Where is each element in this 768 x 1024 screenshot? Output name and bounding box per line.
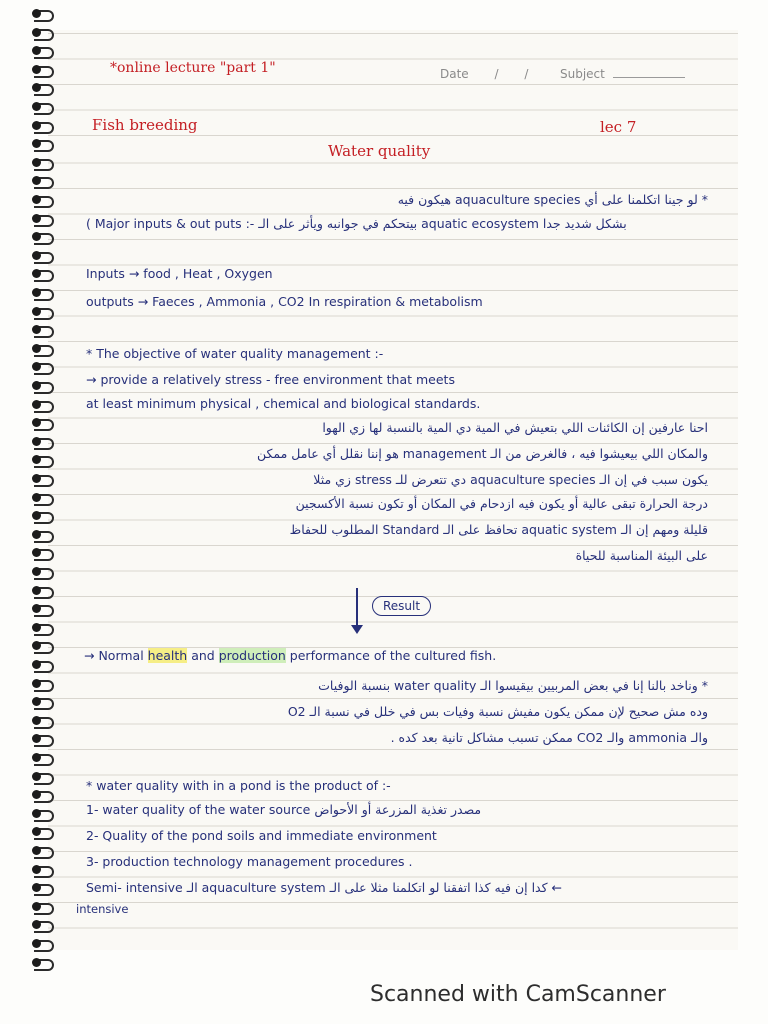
spiral-ring-icon [34, 82, 54, 94]
spiral-ring-icon [34, 138, 54, 150]
subject-label: Subject [560, 67, 605, 81]
date-field [440, 67, 528, 81]
spiral-ring-icon [34, 194, 54, 206]
spiral-ring-icon [34, 101, 54, 113]
note-line: * لو جينا اتكلمنا على أي aquaculture species هيكون فيه [397, 192, 708, 207]
spiral-ring-icon [34, 659, 54, 671]
spiral-ring-icon [34, 789, 54, 801]
spiral-ring-icon [34, 882, 54, 894]
note-line: درجة الحرارة تبقى عالية أو يكون فيه ازدحام في المكان أو تكون نسبة الأكسجين [295, 496, 708, 511]
subject-field [560, 67, 685, 81]
note-line: * The objective of water quality management :- [86, 346, 384, 361]
spiral-ring-icon [34, 268, 54, 280]
spiral-ring-icon [34, 27, 54, 39]
spiral-ring-icon [34, 306, 54, 318]
highlight-health: health [147, 648, 188, 663]
spiral-ring-icon [34, 287, 54, 299]
spiral-ring-icon [34, 529, 54, 541]
camscanner-watermark: Scanned with CamScanner [370, 982, 666, 1007]
note-line: 2- Quality of the pond soils and immediate environment [86, 828, 437, 843]
spiral-ring-icon [34, 175, 54, 187]
result-line: → Normal health and production performance of the cultured fish. [84, 648, 497, 663]
subject-underline [613, 77, 685, 78]
spiral-ring-icon [34, 733, 54, 745]
date-separator: / [494, 67, 499, 81]
result-label: Result [372, 596, 431, 616]
spiral-ring-icon [34, 45, 54, 57]
note-line: Inputs → food , Heat , Oxygen [86, 266, 273, 281]
spiral-ring-icon [34, 64, 54, 76]
note-line: احنا عارفين إن الكائنات اللي بتعيش في المية دي المية بالنسبة لها زي الهوا [322, 420, 708, 435]
spiral-ring-icon [34, 399, 54, 411]
spiral-ring-icon [34, 547, 54, 559]
intensive-note: intensive [76, 902, 129, 916]
date-separator: / [524, 67, 529, 81]
spiral-ring-icon [34, 938, 54, 950]
header-tag: *online lecture "part 1" [110, 60, 276, 76]
spiral-ring-icon [34, 826, 54, 838]
note-line: * water quality with in a pond is the product of :- [86, 778, 391, 793]
note-line: Semi- intensive الـ aquaculture system كدا إن فيه كذا اتفقنا لو اتكلمنا مثلا على الـ ← [86, 880, 563, 895]
spiral-ring-icon [34, 454, 54, 466]
spiral-ring-icon [34, 343, 54, 355]
date-label: Date [440, 67, 469, 81]
note-line: 1- water quality of the water source مصدر تغذية المزرعة أو الأحواض [86, 802, 482, 817]
spiral-ring-icon [34, 752, 54, 764]
spiral-ring-icon [34, 417, 54, 429]
note-line: على البيئة المناسبة للحياة [575, 548, 708, 563]
spiral-ring-icon [34, 380, 54, 392]
lecture-number: lec 7 [600, 118, 637, 136]
spiral-ring-icon [34, 715, 54, 727]
page-title: Water quality [328, 142, 431, 160]
spiral-ring-icon [34, 640, 54, 652]
note-line: والـ ammonia والـ CO2 ممكن تسبب مشاكل تانية بعد كده . [390, 730, 708, 745]
spiral-ring-icon [34, 901, 54, 913]
spiral-ring-icon [34, 324, 54, 336]
spiral-ring-icon [34, 492, 54, 504]
spiral-ring-icon [34, 8, 54, 20]
note-line: والمكان اللي بيعيشوا فيه ، فالغرض من الـ management هو إننا نقلل أي عامل ممكن [256, 446, 708, 461]
spiral-ring-icon [34, 566, 54, 578]
spiral-ring-icon [34, 361, 54, 373]
note-line: ( Major inputs & out puts :- بيتحكم في جوانبه ويأثر على الـ aquatic ecosystem بشكل شديد جدا [86, 216, 627, 231]
note-line: at least minimum physical , chemical and biological standards. [86, 396, 481, 411]
note-line: outputs → Faeces , Ammonia , CO2 In respiration & metabolism [86, 294, 483, 309]
spiral-ring-icon [34, 585, 54, 597]
spiral-ring-icon [34, 696, 54, 708]
note-line: 3- production technology management procedures . [86, 854, 413, 869]
spiral-ring-icon [34, 919, 54, 931]
spiral-ring-icon [34, 864, 54, 876]
note-line: يكون سبب في إن الـ aquaculture species دي تتعرض للـ stress زي مثلا [313, 472, 708, 487]
spiral-ring-icon [34, 957, 54, 969]
spiral-ring-icon [34, 678, 54, 690]
course-name: Fish breeding [92, 116, 198, 134]
spiral-ring-icon [34, 157, 54, 169]
note-line: * وناخد بالنا إنا في بعض المربيين بيقيسوا الـ water quality بنسبة الوفيات [318, 678, 708, 693]
spiral-ring-icon [34, 845, 54, 857]
spiral-ring-icon [34, 120, 54, 132]
note-line: وده مش صحيح لإن ممكن يكون مفيش نسبة وفيات بس في خلل في نسبة الـ O2 [287, 704, 708, 719]
spiral-ring-icon [34, 622, 54, 634]
spiral-ring-icon [34, 436, 54, 448]
highlight-production: production [218, 648, 286, 663]
spiral-ring-icon [34, 213, 54, 225]
spiral-ring-icon [34, 473, 54, 485]
spiral-ring-icon [34, 231, 54, 243]
note-line: → provide a relatively stress - free environment that meets [86, 372, 455, 387]
spiral-ring-icon [34, 250, 54, 262]
spiral-ring-icon [34, 808, 54, 820]
spiral-ring-icon [34, 771, 54, 783]
spiral-binding [0, 0, 56, 980]
down-arrow-icon [356, 588, 358, 628]
note-line: قليلة ومهم إن الـ aquatic system تحافظ على الـ Standard المطلوب للحفاظ [289, 522, 708, 537]
spiral-ring-icon [34, 603, 54, 615]
spiral-ring-icon [34, 510, 54, 522]
